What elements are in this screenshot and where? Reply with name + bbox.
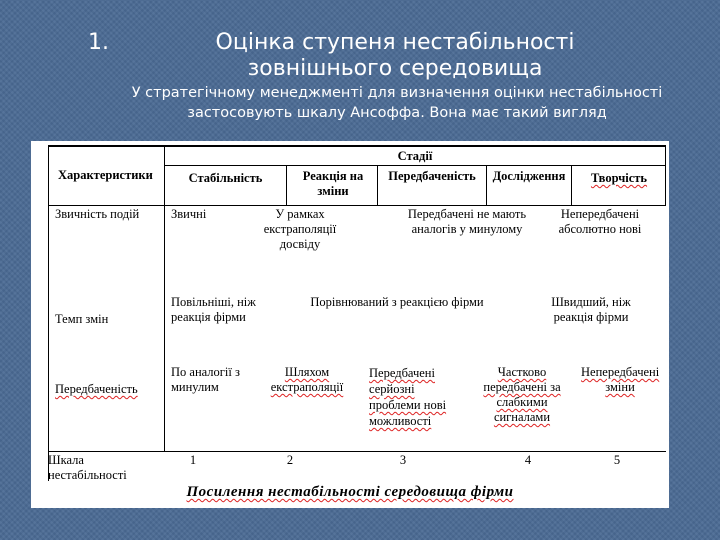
- cell-predictability-2: Шляхом екстраполяції: [270, 365, 344, 394]
- stage-divider-3: [486, 166, 487, 206]
- scale-value-2: 2: [286, 453, 294, 467]
- row-label-familiarity: Звичність подій: [55, 207, 140, 221]
- header-bottom-border: [48, 205, 666, 206]
- cell-familiarity-4: Непередбачені абсолютно нові: [558, 207, 642, 236]
- scale-value-5: 5: [613, 453, 621, 467]
- stage-divider-2: [377, 166, 378, 206]
- cell-predictability-4: Частково передбачені за слабкими сигналами: [483, 365, 561, 424]
- stages-divider: [164, 165, 666, 166]
- ansoff-scale-table: [31, 141, 669, 508]
- table-left-border: [48, 145, 49, 481]
- first-col-divider: [164, 145, 165, 451]
- row-label-predictability: Передбаченість: [55, 382, 138, 396]
- row-label-pace: Темп змін: [55, 312, 109, 326]
- scale-row-border: [48, 451, 666, 452]
- stages-header: Стадії: [397, 149, 433, 163]
- scale-value-3: 3: [399, 453, 407, 467]
- characteristics-header: Характеристики: [58, 168, 153, 182]
- cell-familiarity-2: У рамках екстраполяції досвіду: [263, 207, 337, 251]
- scale-value-1: 1: [189, 453, 197, 467]
- cell-pace-1: Повільніші, ніж реакція фірми: [171, 295, 256, 324]
- cell-familiarity-3: Передбачені не мають аналогів у минулому: [407, 207, 527, 236]
- stage-4-header: Дослідження: [492, 169, 566, 183]
- scale-value-4: 4: [524, 453, 532, 467]
- slide-subtitle: У стратегічному менеджменті для визначення оцінки нестабільності застосовують шкалу Ансоффа. Вона має такий вигляд: [131, 85, 663, 121]
- stage-5-header: Творчість: [590, 171, 648, 185]
- cell-familiarity-1: Звичні: [171, 207, 207, 221]
- slide-number: 1.: [88, 30, 109, 55]
- cell-pace-3: Швидший, ніж реакція фірми: [551, 295, 631, 324]
- cell-pace-2: Порівнюваний з реакцією фірми: [310, 295, 484, 309]
- table-top-border: [48, 145, 666, 147]
- table-caption: Посилення нестабільності середовища фірми: [186, 484, 514, 500]
- row-label-scale: Шкала нестабільності: [48, 453, 127, 482]
- stage-3-header: Передбаченість: [388, 169, 476, 183]
- stage-1-header: Стабільність: [188, 171, 263, 185]
- stage-divider-1: [286, 166, 287, 206]
- stage-divider-4: [571, 166, 572, 206]
- cell-predictability-1: По аналогії з минулим: [171, 365, 240, 394]
- slide-title: Оцінка ступеня нестабільності зовнішнього середовища: [215, 30, 575, 81]
- stage-2-header: Реакція на зміни: [302, 169, 364, 198]
- cell-predictability-5: Непередбачені зміни: [581, 365, 660, 394]
- cell-predictability-3: Передбачені серйозні проблеми нові можливості: [369, 366, 447, 428]
